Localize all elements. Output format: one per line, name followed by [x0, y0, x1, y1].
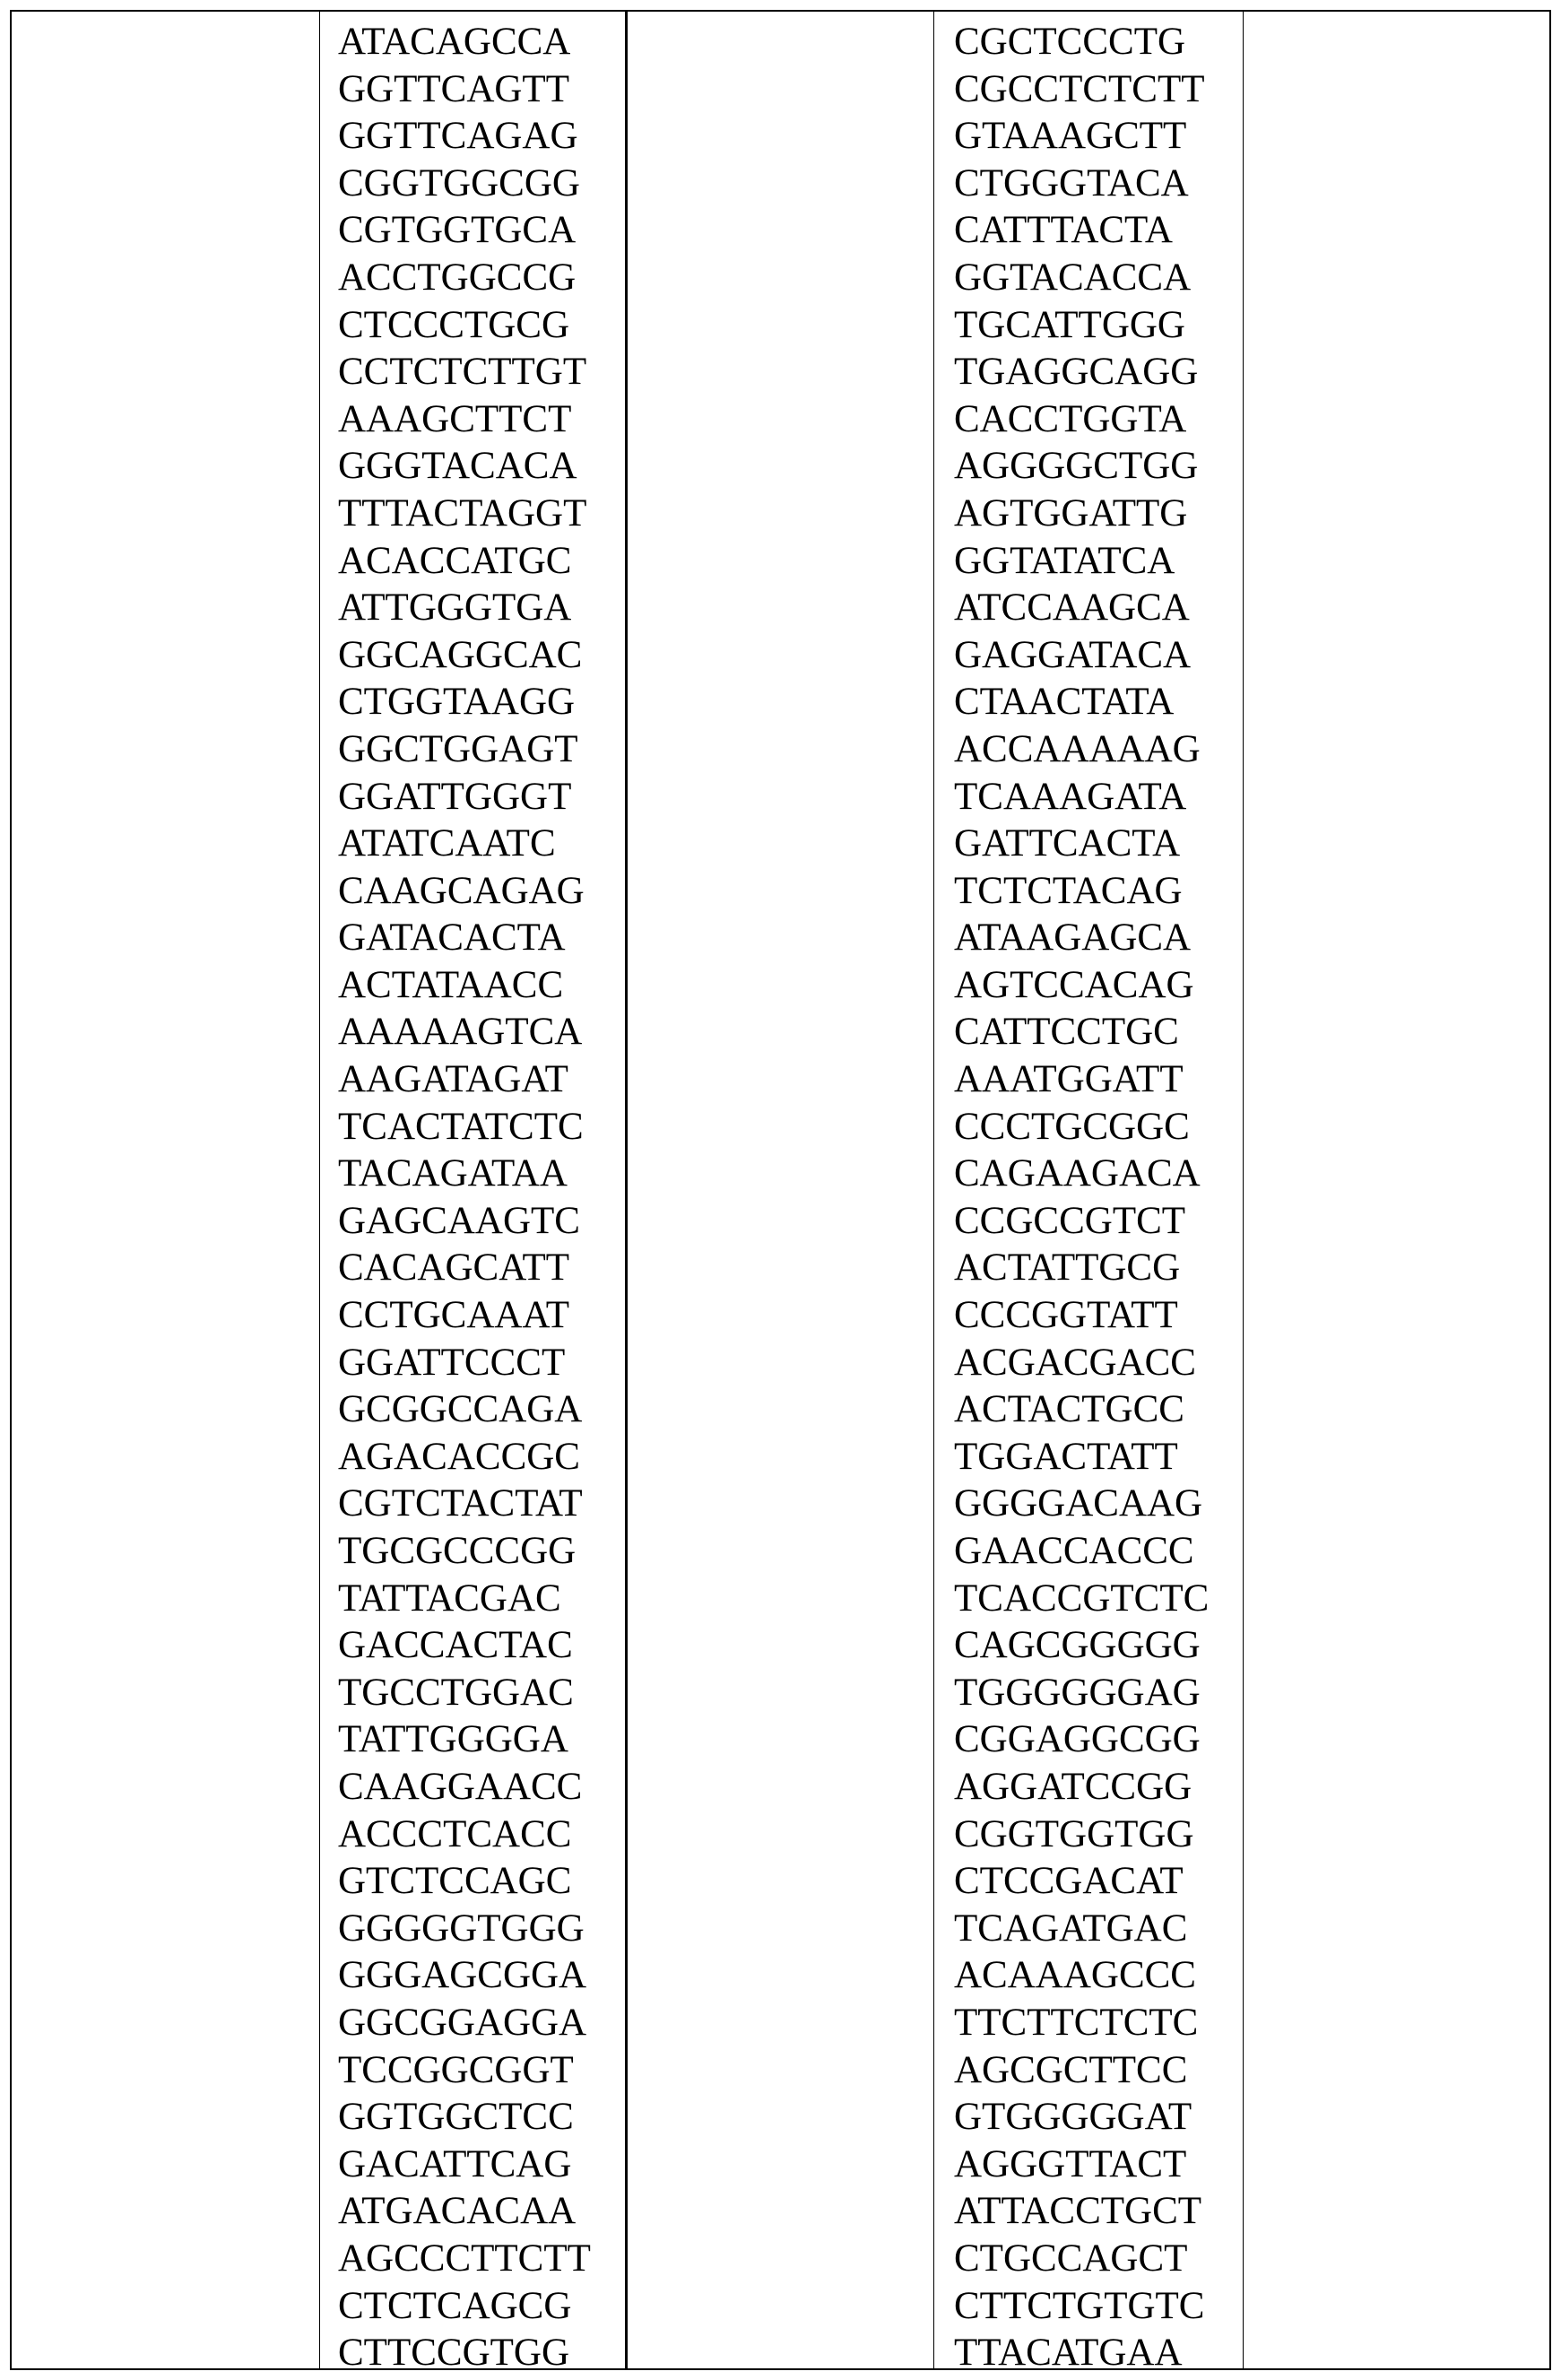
sequence-row: ATACAGCCA: [338, 21, 571, 63]
sequence-row: AGGGGCTGG: [954, 445, 1199, 488]
sequence-row: ACTATAACC: [338, 963, 564, 1006]
sequence-row: ATAAGAGCA: [954, 916, 1192, 960]
sequence-row: CGCTCCCTG: [954, 21, 1186, 63]
sequence-row: AGCGCTTCC: [954, 2048, 1188, 2091]
table-column-5-empty: [1244, 12, 1551, 2368]
sequence-row: CGGAGGCGG: [954, 1718, 1201, 1761]
sequence-row: AGGGTTACT: [954, 2142, 1187, 2185]
sequence-row: CCCGGTATT: [954, 1294, 1178, 1337]
sequence-row: TCAAAGATA: [954, 775, 1187, 818]
sequence-row: CTTCTGTGTC: [954, 2284, 1205, 2327]
sequence-row: TCACTATCTC: [338, 1105, 584, 1148]
sequence-table: [10, 10, 1551, 2375]
sequence-row: ACCTGGCCG: [338, 256, 577, 299]
sequence-row: GGTTCAGTT: [338, 67, 569, 110]
sequence-row: GGATTCCCT: [338, 1341, 566, 1384]
sequence-row: CATTCCTGC: [954, 1011, 1179, 1054]
sequence-row: CGTCTACTAT: [338, 1482, 583, 1525]
sequence-row: AGTGGATTG: [954, 491, 1188, 534]
sequence-row: AAGATAGAT: [338, 1058, 568, 1101]
sequence-row: AGACACCGC: [338, 1435, 580, 1478]
sequence-row: ACACCATGC: [338, 539, 572, 582]
sequence-row: CTAACTATA: [954, 681, 1175, 724]
sequence-row: GATACACTA: [338, 916, 566, 960]
sequence-row: TTTACTAGGT: [338, 491, 587, 534]
sequence-row: ATCCAAGCA: [954, 586, 1190, 630]
sequence-row: ACCAAAAAG: [954, 727, 1201, 770]
sequence-row: CTCTCAGCG: [338, 2284, 572, 2327]
table-column-4-sequences: [934, 12, 1244, 2375]
sequence-row: GCGGCCAGA: [338, 1388, 583, 1431]
sequence-row: GGGGACAAG: [954, 1482, 1203, 1525]
sequence-row: TATTGGGGA: [338, 1718, 568, 1761]
sequence-row: ATTGGGTGA: [338, 586, 572, 630]
sequence-row: TTCTTCTCTC: [954, 2001, 1199, 2044]
sequence-row: GAGGATACA: [954, 633, 1192, 676]
sequence-row: TCAGATGAC: [954, 1907, 1188, 1950]
sequence-row: GGCGGAGGA: [338, 2001, 587, 2044]
sequence-row: ACCCTCACC: [338, 1812, 572, 1855]
sequence-row: TGCGCCCGG: [338, 1530, 577, 1572]
sequence-row: GTCTCCAGC: [338, 1860, 572, 1903]
sequence-row: CAAGGAACC: [338, 1765, 583, 1808]
table-column-3-empty: [628, 12, 934, 2368]
sequence-row: CGGTGGCGG: [338, 161, 580, 204]
sequence-row: GAACCACCC: [954, 1530, 1194, 1572]
sequence-row: CCGCCGTCT: [954, 1199, 1186, 1242]
sequence-row: GGTATATCA: [954, 539, 1175, 582]
sequence-row: AGTCCACAG: [954, 963, 1194, 1006]
sequence-row: GGGGGTGGG: [338, 1907, 585, 1950]
sequence-row: ACAAAGCCC: [954, 1954, 1196, 1997]
sequence-row: TATTACGAC: [338, 1577, 561, 1620]
sequence-row: CTGCCAGCT: [954, 2237, 1188, 2280]
sequence-row: CTCCCTGCG: [338, 303, 570, 346]
sequence-row: GATTCACTA: [954, 822, 1181, 865]
sequence-row: AAAGCTTCT: [338, 397, 572, 440]
sequence-row: ACTATTGCG: [954, 1246, 1181, 1290]
table-column-2-sequences: [320, 12, 628, 2375]
sequence-row: ACGACGACC: [954, 1341, 1196, 1384]
sequence-row: GGTTCAGAG: [338, 115, 578, 158]
sequence-row: AGGATCCGG: [954, 1765, 1192, 1808]
sequence-row: ATATCAATC: [338, 822, 556, 865]
table-column-1-empty: [12, 12, 320, 2368]
sequence-row: CTTCCGTGG: [338, 2332, 569, 2375]
sequence-row: CTGGGTACA: [954, 161, 1189, 204]
sequence-row: CACCTGGTA: [954, 397, 1187, 440]
sequence-row: CCTGCAAAT: [338, 1294, 570, 1337]
sequence-row: GTAAAGCTT: [954, 115, 1187, 158]
sequence-row: CGCCTCTCTT: [954, 67, 1205, 110]
sequence-row: AAATGGATT: [954, 1058, 1184, 1101]
sequence-row: TGCATTGGG: [954, 303, 1185, 346]
sequence-row: GAGCAAGTC: [338, 1199, 580, 1242]
sequence-row: CTCCGACAT: [954, 1860, 1184, 1903]
sequence-row: CAGAAGACA: [954, 1152, 1201, 1195]
sequence-row: GGATTGGGT: [338, 775, 572, 818]
sequence-row: TACAGATAA: [338, 1152, 568, 1195]
sequence-row: TGCCTGGAC: [338, 1671, 574, 1714]
sequence-row: GACATTCAG: [338, 2142, 572, 2185]
sequence-row: CTGGTAAGG: [338, 681, 576, 724]
sequence-row: CACAGCATT: [338, 1246, 570, 1290]
sequence-row: GGGAGCGGA: [338, 1954, 587, 1997]
sequence-row: GTGGGGGAT: [954, 2096, 1192, 2139]
sequence-row: CCCTGCGGC: [954, 1105, 1190, 1148]
sequence-list-left: [338, 19, 591, 2377]
sequence-row: GGTACACCA: [954, 256, 1192, 299]
sequence-row: GACCACTAC: [338, 1624, 573, 1667]
sequence-row: ATGACACAA: [338, 2190, 577, 2233]
sequence-row: ACTACTGCC: [954, 1388, 1184, 1431]
sequence-row: CGGTGGTGG: [954, 1812, 1194, 1855]
sequence-row: TGGGGGGAG: [954, 1671, 1201, 1714]
sequence-row: GGCAGGCAC: [338, 633, 583, 676]
sequence-row: CAAGCAGAG: [338, 869, 585, 912]
sequence-list-right: [954, 19, 1209, 2377]
sequence-row: CAGCGGGGG: [954, 1624, 1201, 1667]
sequence-row: TTACATGAA: [954, 2332, 1183, 2375]
sequence-row: GGTGGCTCC: [338, 2096, 574, 2139]
sequence-row: TCACCGTCTC: [954, 1577, 1210, 1620]
sequence-row: TGAGGCAGG: [954, 351, 1199, 394]
sequence-row: TGGACTATT: [954, 1435, 1178, 1478]
sequence-row: GGGTACACA: [338, 445, 577, 488]
sequence-row: GGCTGGAGT: [338, 727, 578, 770]
sequence-row: TCCGGCGGT: [338, 2048, 574, 2091]
sequence-row: CATTTACTA: [954, 209, 1173, 252]
sequence-row: AAAAAGTCA: [338, 1011, 583, 1054]
sequence-row: CCTCTCTTGT: [338, 351, 587, 394]
sequence-row: CGTGGTGCA: [338, 209, 577, 252]
sequence-row: TCTCTACAG: [954, 869, 1183, 912]
sequence-row: AGCCCTTCTT: [338, 2237, 591, 2280]
sequence-row: ATTACCTGCT: [954, 2190, 1202, 2233]
